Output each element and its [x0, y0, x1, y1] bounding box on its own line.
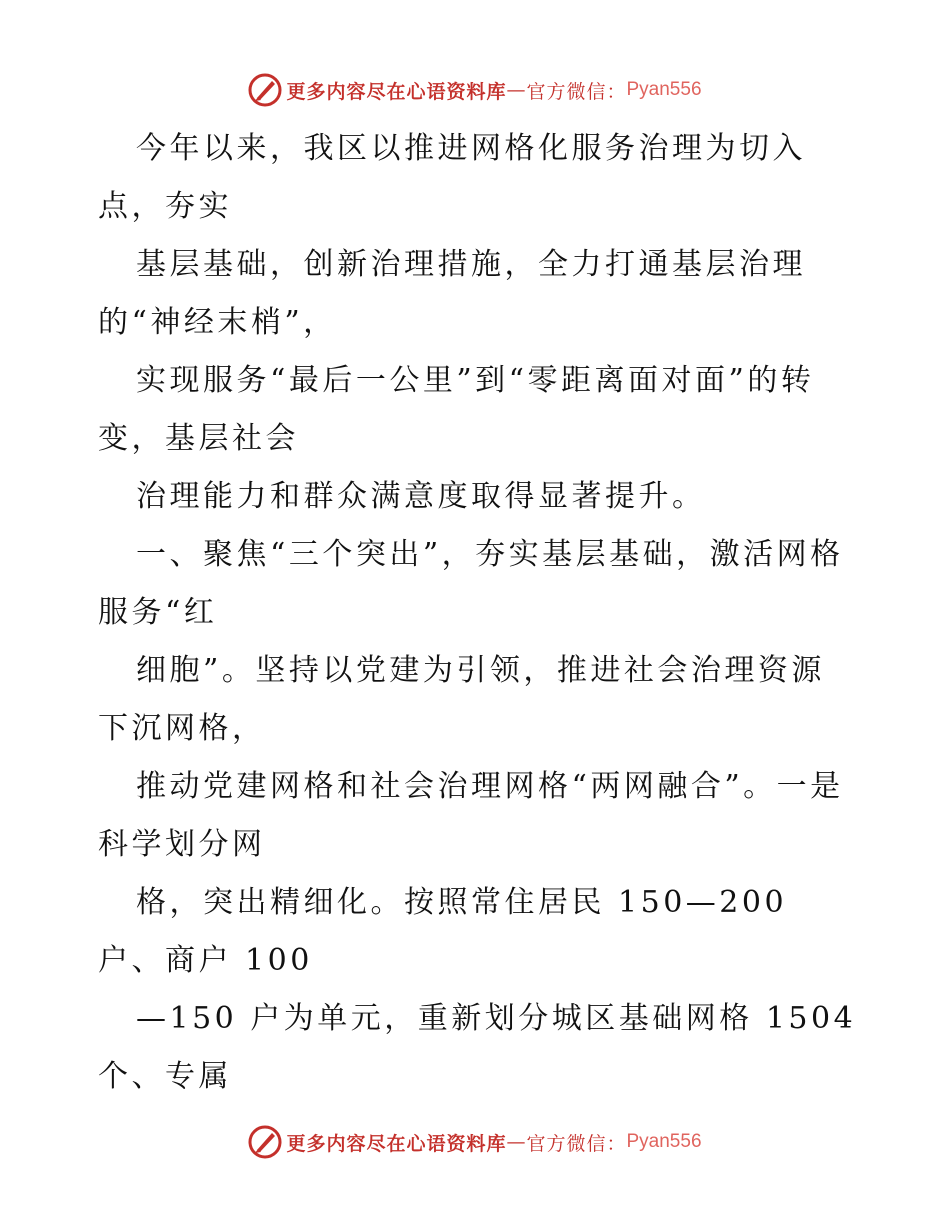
paragraph: 推动党建网格和社会治理网格“两网融合”。一是科学划分网: [98, 769, 844, 862]
paragraph: 实现服务“最后一公里”到“零距离面对面”的转变，基层社会: [98, 363, 815, 456]
quill-pen-logo-icon: [248, 1125, 282, 1159]
paragraph: 细胞”。坚持以党建为引领，推进社会治理资源下沉网格，: [98, 653, 825, 746]
site-name: 更多内容尽在心语资料库: [286, 1132, 507, 1155]
banner-dash: —: [506, 1131, 527, 1153]
footer-watermark-banner: [0, 1122, 950, 1162]
wechat-label: 官方微信：: [526, 1132, 627, 1155]
wechat-id: Pyan556: [626, 79, 702, 100]
site-name: 更多内容尽在心语资料库: [286, 80, 507, 103]
paragraph: 治理能力和群众满意度取得显著提升。: [136, 479, 706, 514]
paragraph: 今年以来，我区以推进网格化服务治理为切入点，夯实: [98, 131, 806, 224]
document-body: [98, 120, 870, 1106]
paragraph: 格，突出精细化。按照常住居民 150—200 户、商户 100: [98, 885, 801, 978]
paragraph: —150 户为单元，重新划分城区基础网格 1504 个、专属: [98, 1001, 870, 1094]
wechat-id: Pyan556: [626, 1131, 702, 1152]
wechat-label: 官方微信：: [526, 80, 627, 103]
header-watermark-banner: [0, 70, 950, 110]
banner-dash: —: [506, 79, 527, 101]
quill-pen-logo-icon: [248, 73, 282, 107]
paragraph: 一、聚焦“三个突出”，夯实基层基础，激活网格服务“红: [98, 537, 844, 630]
paragraph: 基层基础，创新治理措施，全力打通基层治理的“神经末梢”，: [98, 247, 806, 340]
